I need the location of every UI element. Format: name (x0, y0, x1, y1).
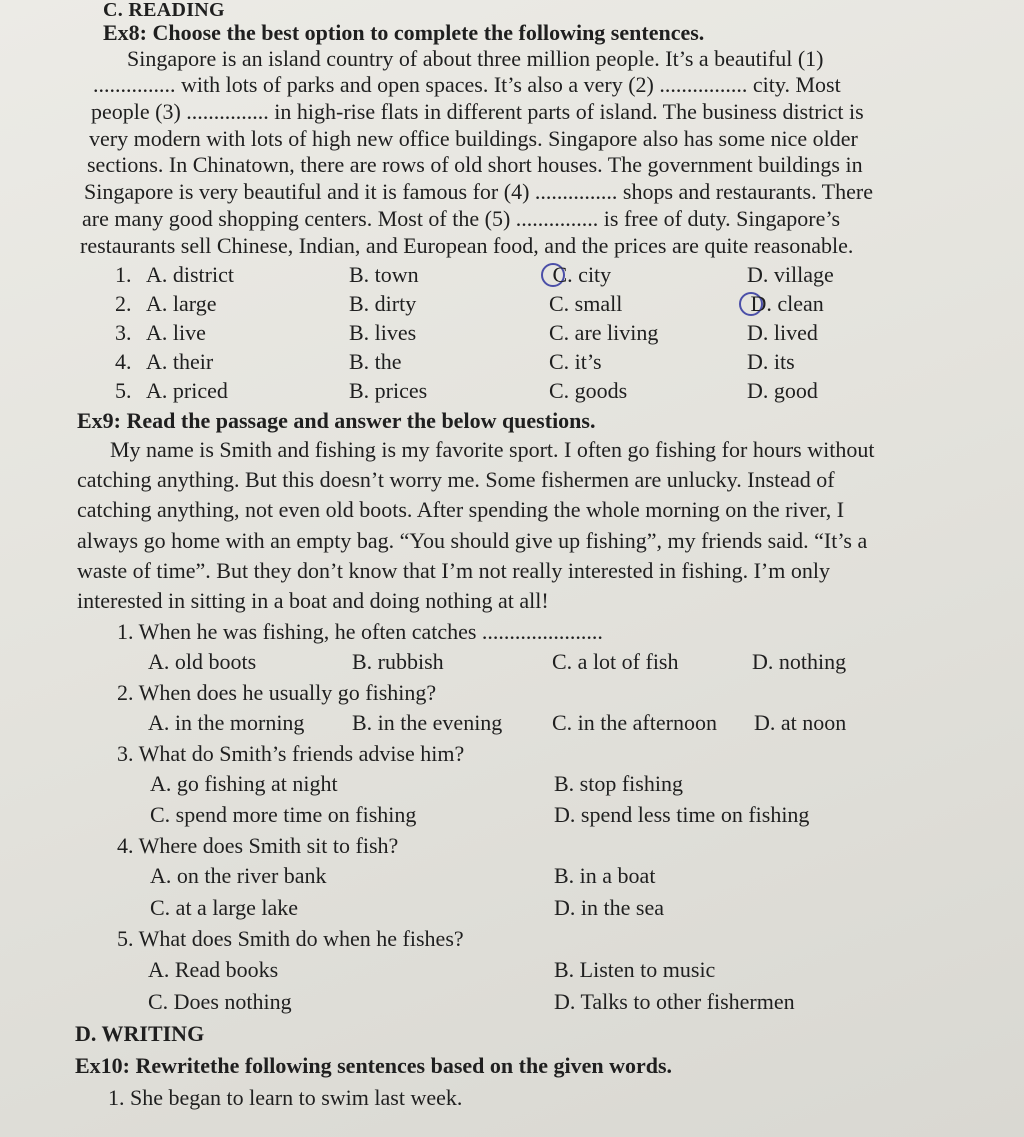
option-a: A. priced (146, 378, 228, 403)
option-a: A. district (146, 262, 234, 287)
option-c: C. in the afternoon (552, 710, 717, 735)
question-number: 2. (115, 291, 132, 316)
ex9-passage-line: waste of time”. But they don’t know that I’m not really interested in fishing. I’m only (77, 558, 830, 583)
option-b: B. lives (349, 320, 417, 345)
option-b: B. town (349, 262, 419, 287)
question-number: 1. (115, 262, 132, 287)
option-d: D. good (747, 378, 818, 403)
ex10-item: 1. She began to learn to swim last week. (108, 1085, 463, 1110)
ex8-passage-line: sections. In Chinatown, there are rows of old short houses. The government buildings in (87, 152, 863, 177)
option-c: C. at a large lake (150, 895, 299, 920)
ex9-passage-line: catching anything. But this doesn’t worry me. Some fishermen are unlucky. Instead of (77, 467, 835, 492)
option-d: D. lived (747, 320, 818, 345)
option-b: B. Listen to music (554, 957, 716, 982)
ex8-passage-line: people (3) ............... in high-rise flats in different parts of island. The business district is (91, 99, 864, 124)
option-a: A. large (146, 291, 217, 316)
question-stem: 3. What do Smith’s friends advise him? (117, 741, 465, 766)
option-c: C. goods (549, 378, 628, 403)
option-c: C. a lot of fish (552, 649, 679, 674)
option-c: C. city (552, 262, 612, 287)
option-a: A. in the morning (148, 710, 305, 735)
option-c: C. are living (549, 320, 659, 345)
ex10-title: Ex10: Rewritethe following sentences based on the given words. (75, 1053, 673, 1078)
option-a: A. live (146, 320, 206, 345)
option-a: A. their (146, 349, 214, 374)
option-b: B. the (349, 349, 402, 374)
option-a: A. go fishing at night (150, 771, 338, 796)
option-c-circled (549, 262, 611, 288)
option-c: C. small (549, 291, 623, 316)
option-d: D. village (747, 262, 834, 287)
ex8-passage-line: restaurants sell Chinese, Indian, and European food, and the prices are quite reasonable. (80, 233, 854, 258)
option-d: D. spend less time on fishing (554, 802, 810, 827)
section-title-reading: C. READING (103, 0, 225, 21)
option-d: D. nothing (752, 649, 847, 674)
ex8-passage-line: Singapore is very beautiful and it is famous for (4) ............... shops and restaurants. There (84, 179, 873, 204)
option-d: D. Talks to other fishermen (554, 989, 795, 1014)
ex9-passage-line: My name is Smith and fishing is my favorite sport. I often go fishing for hours without (110, 437, 875, 462)
question-number: 4. (115, 349, 132, 374)
ex8-passage-line: Singapore is an island country of about three million people. It’s a beautiful (1) (127, 46, 824, 71)
option-b: B. rubbish (352, 649, 444, 674)
question-stem: 2. When does he usually go fishing? (117, 680, 437, 705)
option-d: D. its (747, 349, 795, 374)
ex9-passage-line: catching anything, not even old boots. After spending the whole morning on the river, I (77, 497, 845, 522)
option-b: B. in the evening (352, 710, 503, 735)
ex9-passage-line: always go home with an empty bag. “You should give up fishing”, my friends said. “It’s a (77, 528, 868, 553)
question-number: 3. (115, 320, 132, 345)
option-c: C. it’s (549, 349, 602, 374)
option-d: D. at noon (754, 710, 847, 735)
ex8-title: Ex8: Choose the best option to complete the following sentences. (103, 20, 705, 45)
option-d: D. in the sea (554, 895, 664, 920)
option-a: A. Read books (148, 957, 279, 982)
option-a: A. old boots (148, 649, 257, 674)
option-a: A. on the river bank (150, 863, 327, 888)
option-d-circled (747, 291, 824, 317)
option-d: D. clean (750, 291, 824, 316)
option-b: B. dirty (349, 291, 417, 316)
question-number: 5. (115, 378, 132, 403)
option-c: C. Does nothing (148, 989, 292, 1014)
ex9-passage-line: interested in sitting in a boat and doing nothing at all! (77, 588, 549, 613)
question-stem: 4. Where does Smith sit to fish? (117, 833, 399, 858)
ex8-passage-line: are many good shopping centers. Most of the (5) ............... is free of duty. Singapore’s (82, 206, 841, 231)
ex8-passage-line: ............... with lots of parks and open spaces. It’s also a very (2) ................ city. Most (93, 72, 841, 97)
option-b: B. prices (349, 378, 428, 403)
section-title-writing: D. WRITING (75, 1021, 205, 1046)
question-stem: 1. When he was fishing, he often catches ...................... (117, 619, 603, 644)
ex9-title: Ex9: Read the passage and answer the below questions. (77, 408, 596, 433)
question-stem: 5. What does Smith do when he fishes? (117, 926, 464, 951)
option-b: B. stop fishing (554, 771, 683, 796)
ex8-passage-line: very modern with lots of high new office buildings. Singapore also has some nice older (89, 126, 858, 151)
option-b: B. in a boat (554, 863, 656, 888)
option-c: C. spend more time on fishing (150, 802, 417, 827)
